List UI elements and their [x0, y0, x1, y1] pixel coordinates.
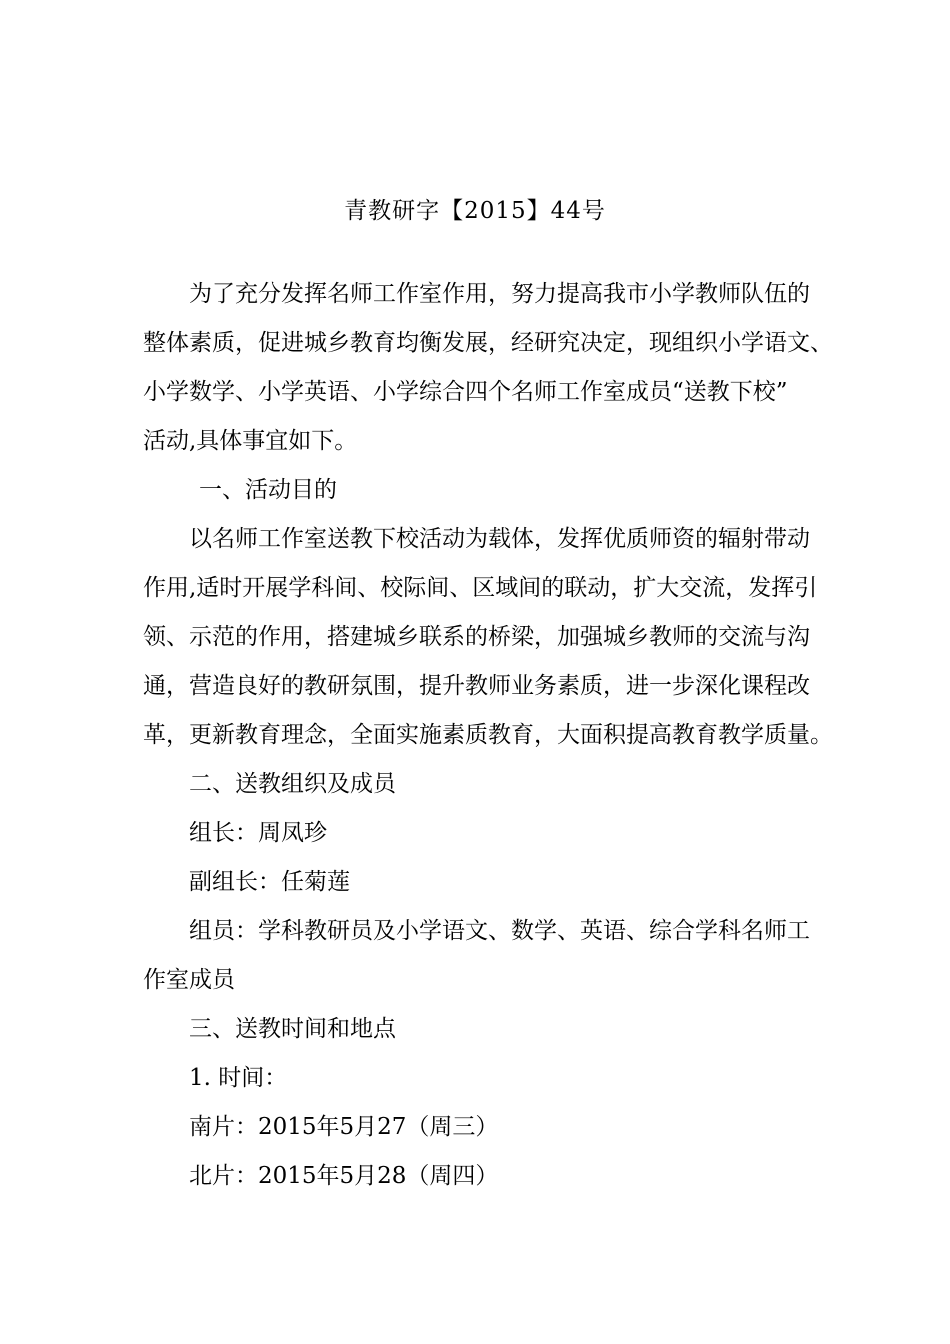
section-heading-organization: 二、送教组织及成员	[189, 771, 396, 797]
section-heading-time-place: 三、送教时间和地点	[189, 1016, 396, 1042]
north-time-line: 北片：2015年5月28（周四）	[189, 1163, 499, 1189]
document-number: 青教研字【2015】44号	[344, 198, 606, 224]
members-line: 组员：学科教研员及小学语文、数学、英语、综合学科名师工	[189, 918, 810, 944]
purpose-paragraph-line: 作用,适时开展学科间、校际间、区域间的联动，扩大交流，发挥引	[143, 575, 818, 601]
intro-paragraph-line: 小学数学、小学英语、小学综合四个名师工作室成员“送教下校”	[143, 379, 788, 405]
members-line: 作室成员	[143, 967, 235, 993]
purpose-paragraph-line: 以名师工作室送教下校活动为载体，发挥优质师资的辐射带动	[189, 526, 810, 552]
section-heading-purpose: 一、活动目的	[199, 477, 337, 503]
purpose-paragraph-line: 通，营造良好的教研氛围，提升教师业务素质，进一步深化课程改	[143, 673, 810, 699]
south-time-line: 南片：2015年5月27（周三）	[189, 1114, 499, 1140]
purpose-paragraph-line: 领、示范的作用，搭建城乡联系的桥梁，加强城乡教师的交流与沟	[143, 624, 810, 650]
intro-paragraph-line: 活动,具体事宜如下。	[143, 428, 358, 454]
time-heading: 1. 时间：	[189, 1065, 288, 1091]
leader-line: 组长：周凤珍	[189, 820, 327, 846]
purpose-paragraph-line: 革，更新教育理念，全面实施素质教育，大面积提高教育教学质量。	[143, 722, 833, 748]
document-body	[143, 270, 833, 1201]
intro-paragraph-line: 整体素质，促进城乡教育均衡发展，经研究决定，现组织小学语文、	[143, 330, 833, 356]
vice-leader-line: 副组长：任菊莲	[189, 869, 350, 895]
intro-paragraph-line: 为了充分发挥名师工作室作用，努力提高我市小学教师队伍的	[189, 281, 810, 307]
